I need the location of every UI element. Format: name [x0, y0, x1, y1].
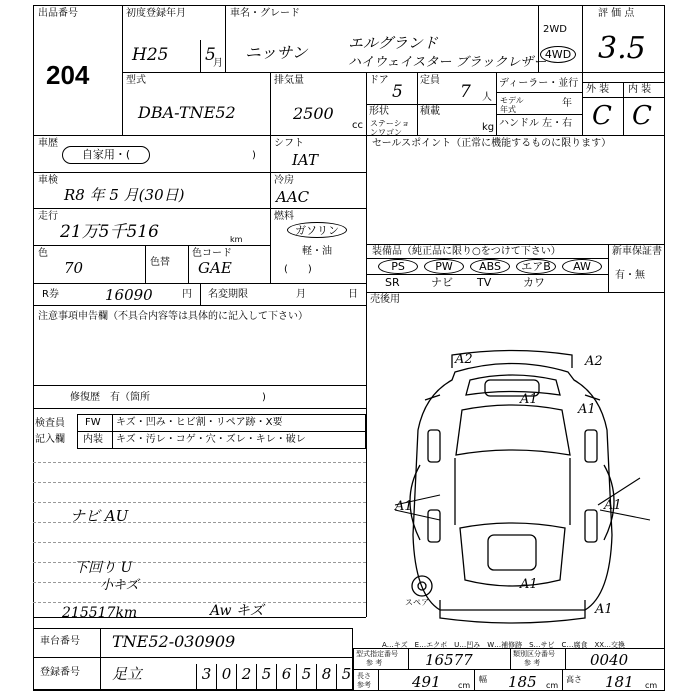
reg-digit: 0 — [216, 664, 236, 690]
damage-mark: A2 — [585, 354, 603, 369]
length-label: 長さ — [357, 672, 371, 680]
damage-mark: A1 — [578, 402, 596, 417]
make-label: 車名・グレード — [230, 8, 300, 19]
cc-unit: cc — [352, 120, 363, 131]
reg-digit: 5 — [296, 664, 316, 690]
class-ref: 参 考 — [524, 659, 541, 667]
color-change-label: 色替 — [150, 257, 170, 268]
type-label: 型式 — [126, 75, 146, 86]
divider — [33, 657, 353, 658]
mileage-label: 走行 — [38, 211, 58, 222]
inspection-value: R8 年 5 月(30日) — [64, 186, 185, 204]
door-value: 5 — [392, 82, 403, 102]
divider — [562, 669, 563, 691]
divider — [378, 669, 379, 691]
note-line-1: ナビ AU — [70, 507, 129, 525]
inspector-label-1: 検査員 — [35, 418, 65, 429]
warranty-label: 新車保証書 — [612, 246, 662, 257]
width-unit: cm — [546, 681, 559, 690]
ac-value: AAC — [276, 188, 310, 206]
exterior-label: 外 装 — [586, 84, 610, 95]
reg-digit: 5 — [336, 664, 356, 690]
shift-label: シフト — [274, 138, 304, 149]
chassis-value: TNE52-030909 — [112, 632, 236, 651]
mileage-value: 21万5千516 — [60, 222, 159, 242]
notes-label: 注意事項申告欄（不具合内容等は具体的に記入して下さい） — [38, 311, 308, 322]
first-reg-era: H25 — [132, 45, 169, 65]
deadline-day: 日 — [348, 289, 358, 300]
certified-label: 型式指定番号 — [356, 650, 398, 658]
fuel-value: ガソリン — [287, 222, 347, 238]
damage-mark: A2 — [455, 352, 473, 367]
note-line-3: 小キズ — [100, 578, 139, 593]
length-unit: cm — [458, 681, 471, 690]
color-value: 70 — [64, 259, 84, 277]
length-value: 491 — [412, 673, 441, 691]
certified-value: 16577 — [425, 651, 473, 669]
capacity-unit: 人 — [482, 92, 492, 103]
inspector-in: 内装 — [83, 434, 103, 445]
shift-value: IAT — [292, 151, 318, 169]
repair-label: 修復歴 有（箇所 — [70, 392, 150, 403]
drive-2wd: 2WD — [543, 24, 567, 35]
drive-4wd: 4WD — [540, 46, 576, 63]
first-reg-label: 初度登録年月 — [126, 8, 186, 19]
interior-value: C — [632, 101, 652, 131]
repair-close: ) — [262, 392, 266, 403]
make-value: ニッサン — [245, 43, 308, 62]
damage-mark: A1 — [595, 602, 613, 617]
inspection-label: 車検 — [38, 175, 58, 186]
yen: 円 — [182, 289, 192, 300]
equipment-item: PS — [378, 259, 418, 274]
deadline-label: 名変期限 — [208, 289, 248, 300]
type-value: DBA-TNE52 — [138, 103, 236, 122]
kg-unit: kg — [482, 122, 495, 133]
capacity-value: 7 — [460, 82, 471, 102]
divider — [565, 648, 566, 669]
damage-mark: A1 — [520, 392, 538, 407]
reg-digit: 2 — [236, 664, 256, 690]
mileage-unit: km — [230, 235, 243, 244]
divider — [510, 648, 511, 669]
exterior-value: C — [592, 101, 612, 131]
interior-label: 内 装 — [628, 84, 652, 95]
lot-number: 204 — [46, 60, 90, 90]
load-label: 積載 — [420, 106, 440, 117]
deadline-month: 月 — [296, 289, 306, 300]
displacement-value: 2500 — [293, 104, 334, 123]
after-sale-label: 売後用 — [370, 294, 400, 305]
reg-digit: 8 — [316, 664, 336, 690]
chassis-label: 車台番号 — [40, 636, 80, 647]
grade-value: ハイウェイスター ブラックレザー — [348, 55, 547, 70]
inspector-label-2: 記入欄 — [35, 434, 65, 445]
reg-digit: 3 — [196, 664, 216, 690]
history-close: ) — [252, 150, 256, 161]
class-value: 0040 — [590, 651, 629, 669]
fuel-other: 軽・油 — [302, 246, 332, 257]
reg-digit: 6 — [276, 664, 296, 690]
door-label: ドア — [369, 75, 389, 86]
warranty-value: 有・無 — [615, 270, 645, 281]
equipment-item: SR — [385, 276, 400, 289]
equipment-label: 装備品（純正品に限り○をつけて下さい） — [372, 246, 561, 257]
class-label: 類別区分番号 — [513, 650, 555, 658]
history-value: 自家用・( — [62, 146, 150, 164]
damage-mark: A1 — [395, 499, 413, 514]
handle-label: ハンドル 左・右 — [499, 118, 573, 129]
year-unit: 年 — [562, 98, 572, 109]
reg-area: 足立 — [112, 665, 143, 683]
history-label: 車歴 — [38, 138, 58, 149]
ac-label: 冷房 — [274, 175, 294, 186]
recycle-label: R券 — [42, 289, 59, 300]
height-label: 高さ — [566, 675, 582, 684]
width-label: 幅 — [479, 675, 487, 684]
first-reg-month: 5 — [205, 45, 216, 65]
equipment-item: TV — [477, 276, 492, 289]
recycle-value: 16090 — [105, 286, 153, 304]
equipment-item: AW — [562, 259, 602, 274]
spare-label: スペア — [405, 598, 429, 607]
width-value: 185 — [508, 673, 537, 691]
divider — [33, 617, 366, 618]
sales-point-label: セールスポイント（正常に機能するものに限ります） — [372, 138, 612, 149]
reg-digit: 5 — [256, 664, 276, 690]
inspector-fw: FW — [85, 417, 101, 428]
divider — [100, 628, 101, 690]
reg-label: 登録番号 — [40, 667, 80, 678]
shape-value: ステーションワゴン — [370, 119, 410, 137]
color-label: 色 — [38, 248, 48, 259]
fuel-label: 燃料 — [274, 211, 294, 222]
note-line-4: 215517km — [62, 605, 138, 621]
height-value: 181 — [605, 673, 634, 691]
lot-label: 出品番号 — [38, 8, 78, 19]
equipment-item: エアB — [516, 259, 556, 274]
month-unit: 月 — [213, 58, 223, 69]
equipment-item: ABS — [470, 259, 510, 274]
shape-label: 形状 — [369, 106, 389, 117]
divider — [474, 669, 475, 691]
equipment-item: ナビ — [431, 276, 453, 289]
length-ref: 参考 — [357, 681, 371, 689]
fuel-paren: ( ) — [284, 264, 312, 275]
equipment-item: PW — [424, 259, 464, 274]
certified-ref: 参 考 — [366, 659, 383, 667]
capacity-label: 定員 — [420, 75, 440, 86]
damage-legend: A…キズ E…エクボ U…凹み W…補修跡 S…サビ C…腐食 XX…交換 — [382, 641, 626, 649]
displacement-label: 排気量 — [274, 75, 304, 86]
color-code-value: GAE — [198, 259, 232, 277]
divider — [408, 648, 409, 669]
dealer-label: ディーラー・並行 — [499, 78, 579, 89]
color-code-label: 色コード — [192, 248, 232, 259]
inspector-fw-text: キズ・凹み・ヒビ割・リペア跡・X要 — [116, 417, 283, 428]
equipment-item: カワ — [523, 276, 545, 289]
rating-value: 3.5 — [598, 31, 646, 66]
model-year-label: モデル年式 — [500, 96, 524, 114]
damage-mark: A1 — [604, 498, 622, 513]
note-line-5: Aw キズ — [210, 603, 264, 619]
rating-label: 評 価 点 — [598, 8, 635, 19]
damage-mark: A1 — [520, 577, 538, 592]
height-unit: cm — [645, 681, 658, 690]
note-line-2: 下回り U — [74, 560, 133, 576]
inspector-in-text: キズ・汚レ・コゲ・穴・ズレ・キレ・破レ — [116, 434, 306, 445]
model-value: エルグランド — [348, 34, 438, 52]
